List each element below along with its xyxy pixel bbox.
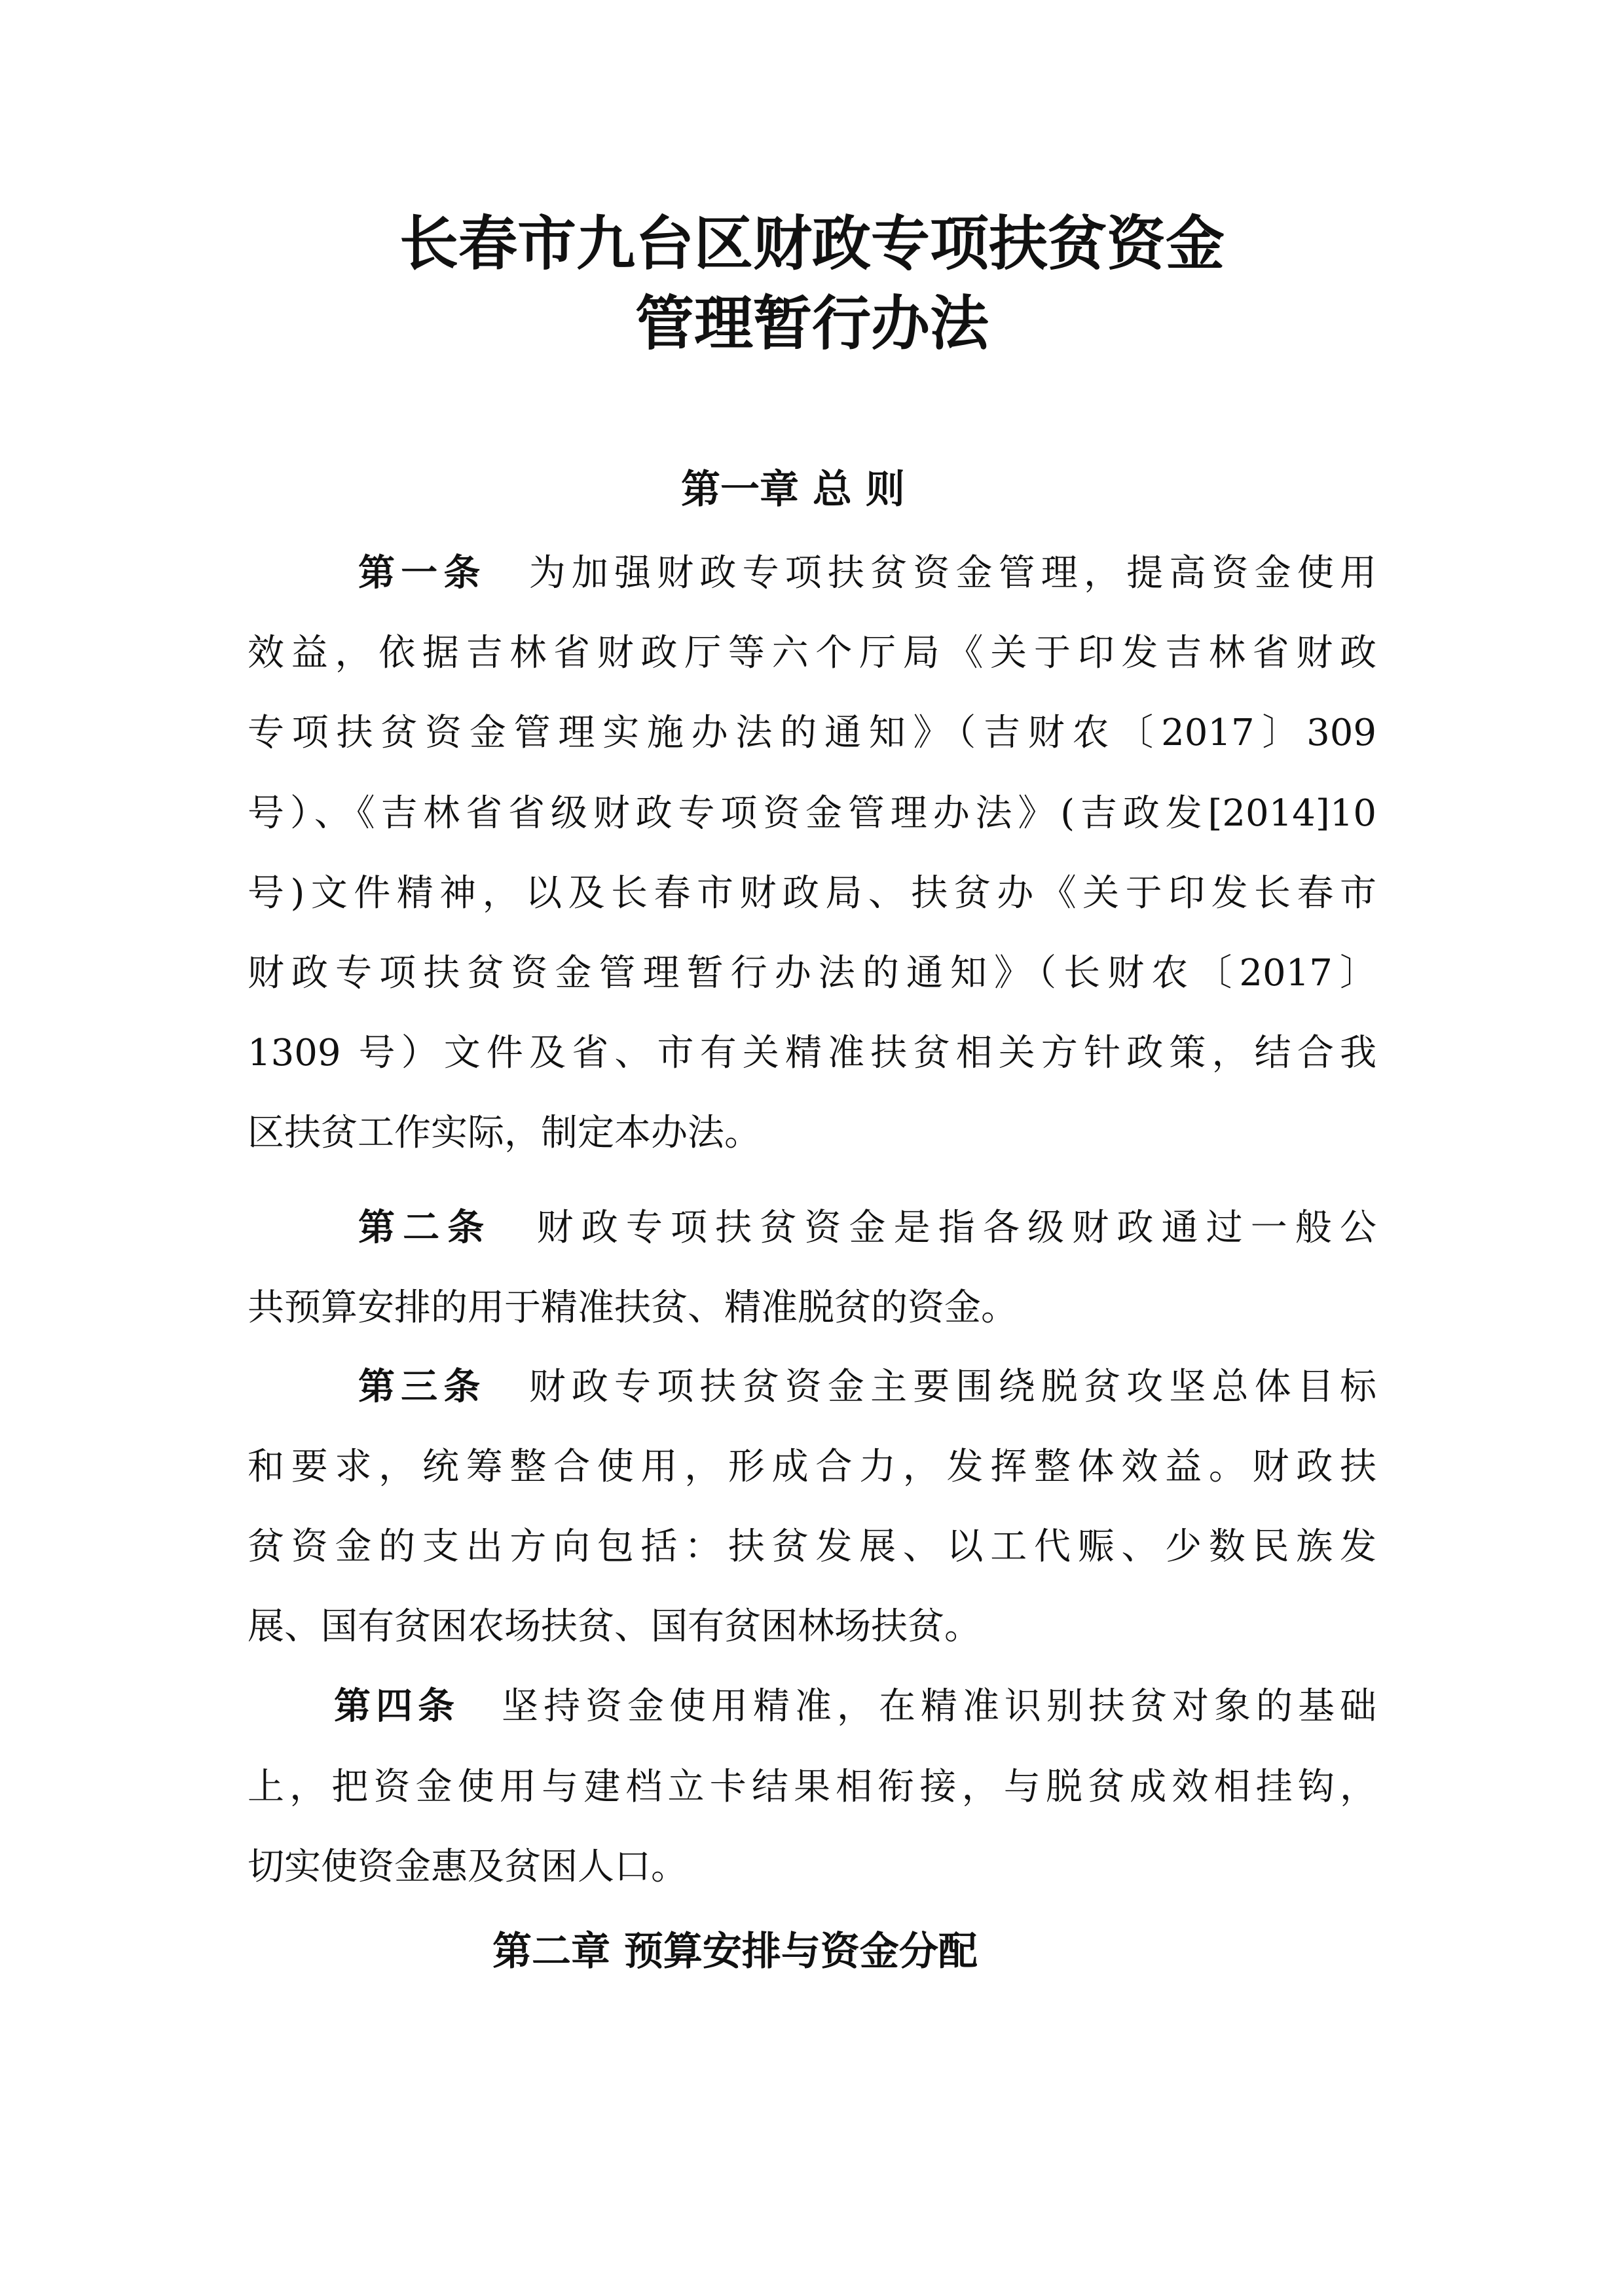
article-4-text: 坚持资金使用精准，在精准识别扶贫对象的基础: [496, 1685, 1376, 1728]
article-3-line: 贫资金的支出方向包括：扶贫发展、以工代赈、少数民族发: [248, 1525, 1376, 1568]
article-1-first-line: [358, 547, 1376, 600]
article-1-text: 为加强财政专项扶贫资金管理，提高资金使用: [523, 552, 1376, 594]
article-4-label: 第四条: [334, 1685, 460, 1728]
article-1-line: 号）、《吉林省省级财政专项资金管理办法》(吉政发[2014]10: [248, 792, 1376, 835]
article-2-first-line: [358, 1202, 1376, 1254]
document-title-line-2: 管理暂行办法: [635, 289, 989, 358]
article-4-line: 切实使资金惠及贫困人口。: [248, 1846, 688, 1888]
article-3-first-line: [358, 1361, 1376, 1413]
article-4-line: 上，把资金使用与建档立卡结果相衔接，与脱贫成效相挂钩，: [248, 1766, 1376, 1808]
article-3-text: 财政专项扶贫资金主要围绕脱贫攻坚总体目标: [523, 1366, 1376, 1408]
article-2-text: 财政专项扶贫资金是指各级财政通过一般公: [528, 1207, 1376, 1249]
article-3-line: 和要求，统筹整合使用，形成合力，发挥整体效益。财政扶: [248, 1446, 1376, 1488]
article-1-line: 1309 号）文件及省、市有关精准扶贫相关方针政策，结合我: [248, 1032, 1376, 1074]
article-2-label: 第二条: [358, 1207, 492, 1249]
article-1-label: 第一条: [358, 552, 487, 594]
article-1-line: 区扶贫工作实际，制定本办法。: [248, 1112, 761, 1154]
article-3-label: 第三条: [358, 1366, 487, 1408]
article-1-line: 号)文件精神，以及长春市财政局、扶贫办《关于印发长春市: [248, 872, 1376, 915]
article-1-line: 效益，依据吉林省财政厅等六个厅局《关于印发吉林省财政: [248, 632, 1376, 674]
article-3-line: 展、国有贫困农场扶贫、国有贫困林场扶贫。: [248, 1605, 981, 1648]
chapter-1-heading: 第一章 总 则: [681, 467, 905, 513]
article-4-first-line: [334, 1681, 1376, 1733]
article-1-line: 财政专项扶贫资金管理暂行办法的通知》（长财农〔2017〕: [248, 952, 1376, 994]
document-title-line-1: 长春市九台区财政专项扶贫资金: [399, 210, 1225, 278]
chapter-2-heading: 第二章 预算安排与资金分配: [492, 1929, 978, 1975]
article-1-line: 专项扶贫资金管理实施办法的通知》（吉财农〔2017〕309: [248, 712, 1376, 754]
article-2-line: 共预算安排的用于精准扶贫、精准脱贫的资金。: [248, 1286, 1018, 1329]
